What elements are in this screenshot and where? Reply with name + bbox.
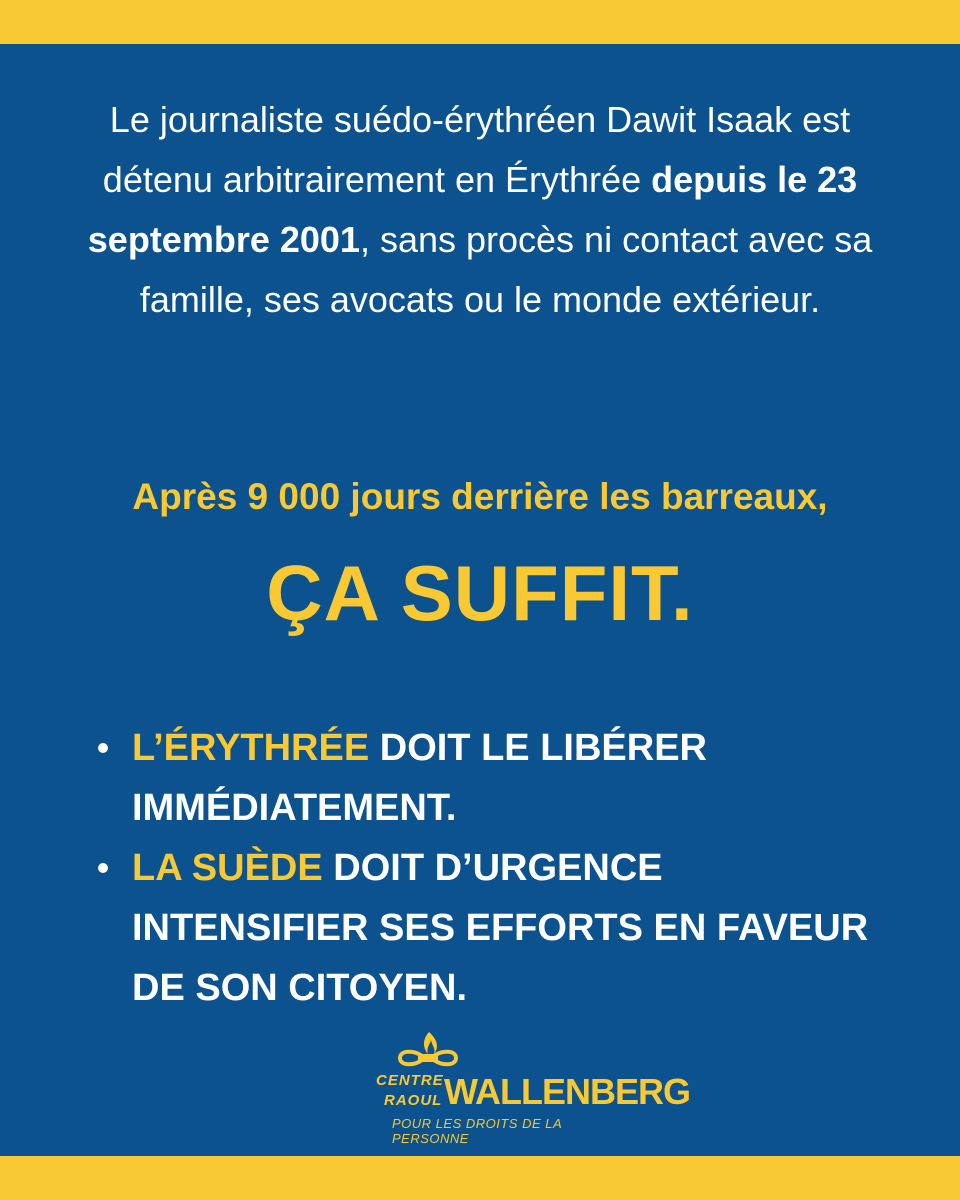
demand-text — [132, 727, 707, 829]
demand-action: DOIT LE LIBÉRER IMMÉDIATEMENT. — [132, 727, 707, 829]
enough-headline: ÇA SUFFIT. — [266, 549, 694, 637]
logo-raoul-text: RAOUL — [384, 1092, 443, 1109]
intro-text-start: Le journaliste suédo-érythréen Dawit Isaak est détenu arbitrairement en Érythrée — [102, 99, 851, 200]
top-accent-band — [0, 0, 960, 44]
intro-text-end: , sans procès ni contact avec sa famille, ses avocats ou le monde extérieur. — [139, 219, 873, 320]
demand-action: DOIT D’URGENCE INTENSIFIER SES EFFORTS EN FAVEUR DE SON CITOYEN. — [132, 847, 869, 1009]
centre-raoul-wallenberg-logo — [376, 1028, 690, 1146]
bullet-icon — [98, 743, 108, 753]
logo-centre-text: CENTRE — [376, 1072, 444, 1089]
flame-chain-icon — [396, 1028, 460, 1074]
demand-text — [132, 847, 868, 1009]
logo-wallenberg-text: WALLENBERG — [444, 1071, 690, 1112]
demand-item-eritrea — [96, 718, 876, 838]
demands-list — [96, 718, 876, 1018]
demand-item-sweden — [96, 838, 876, 1018]
detention-date: depuis le 23 septembre 2001 — [87, 159, 858, 260]
demand-subject: L’ÉRYTHRÉE — [132, 727, 370, 769]
demand-subject: LA SUÈDE — [132, 847, 323, 889]
bullet-icon — [98, 863, 108, 873]
logo-tagline: POUR LES DROITS DE LA PERSONNE — [392, 1116, 562, 1146]
days-behind-bars-line: Après 9 000 jours derrière les barreaux, — [132, 476, 828, 517]
intro-paragraph — [60, 90, 900, 330]
bottom-accent-band — [0, 1156, 960, 1200]
